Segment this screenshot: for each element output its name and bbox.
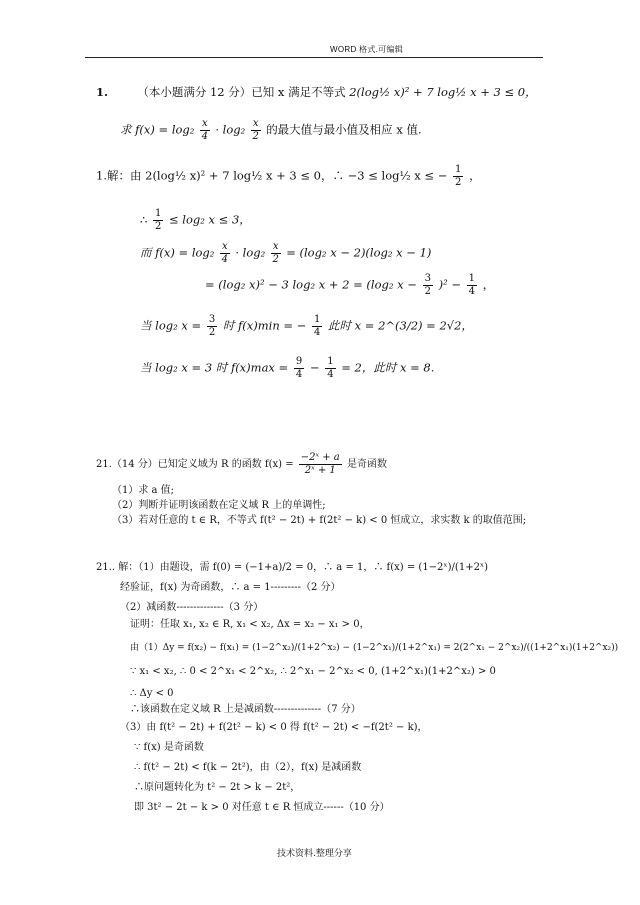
q1-func-mid: · log₂ (215, 122, 246, 137)
q21-part2: （2）判断并证明该函数在定义域 R 上的单调性; (112, 500, 326, 511)
s21-line6: ∵ x₁ < x₂, ∴ 0 < 2^x₁ < 2^x₂, ∴ 2^x₁ − 2^x₂ < 0, (1+2^x₁)(1+2^x₂) > 0 (130, 666, 496, 677)
s21-line8: ∴该函数在定义域 R 上是减函数--------------（7 分） (130, 704, 361, 715)
q21-frac: $\frac{\text{−2ˣ + a}}{\text{2ˣ + 1}}$ (300, 452, 340, 476)
page-header: WORD 格式.可编辑 (330, 45, 404, 54)
header-rule (85, 57, 543, 58)
s1-line6: 当 log₂ x = 3 时 f(x)max = $\frac{9}{4}$ − $\frac{1}{4}$ = 2，此时 x = 8. (140, 356, 435, 380)
s21-line9: （3）由 f(t² − 2t) + f(2t² − k) < 0 得 f(t² − 2t) < −f(2t² − k)， (120, 722, 428, 733)
s21-line13: 即 3t² − 2t − k > 0 对任意 t ∈ R 恒成立------（10 分） (134, 802, 390, 813)
q1-number: 1. (96, 85, 109, 99)
page-footer: 技术资料.整理分享 (277, 849, 352, 859)
q1-frac-x2: $\frac{x}{2}$ (252, 118, 259, 142)
q1-frac-x4: $\frac{x}{4}$ (201, 118, 209, 142)
q21-part3: （3）若对任意的 t ∈ R，不等式 f(t² − 2t) + f(2t² − k) < 0 恒成立，求实数 k 的取值范围; (112, 515, 527, 526)
s1-line2: ∴ $\frac{1}{2}$ ≤ log₂ x ≤ 3， (140, 208, 251, 232)
q21-line1: 21.（14 分）已知定义域为 R 的函数 f(x) = $\frac{\text{−2ˣ + a}}{\text{2ˣ + 1}}$ 是奇函数 (96, 452, 387, 476)
s1-line3: 而 f(x) = log₂ $\frac{x}{4}$ · log₂ $\frac{x}{2}$ = (log₂ x − 2)(log₂ x − 1) (140, 241, 432, 265)
q1-inequality: 2(log½ x)² + 7 log½ x + 3 ≤ 0， (349, 85, 537, 99)
s21-line4: 证明：任取 x₁, x₂ ∈ R, x₁ < x₂, Δx = x₂ − x₁ > 0， (130, 619, 370, 630)
q1-line2 (120, 118, 422, 143)
s21-line5: 由（1）Δy = f(x₂) − f(x₁) = (1−2^x₂)/(1+2^x₂) − (1−2^x₁)/(1+2^x₁) = 2(2^x₁ − 2^x₂)/((1+2^x₁)(1+2^x₂)) (130, 643, 619, 653)
q1-line1 (96, 84, 537, 100)
s21-line7: ∴ Δy < 0 (130, 688, 174, 699)
s1-l2-frac: $\frac{1}{2}$ (154, 208, 162, 232)
q1-func-end: 的最大值与最小值及相应 x 值. (266, 122, 422, 137)
q21-part1: （1）求 a 值; (112, 485, 175, 496)
s21-line11: ∴ f(t² − 2t) < f(k − 2t²)，由（2），f(x) 是减函数 (134, 762, 362, 773)
s21-line12: ∴原问题转化为 t² − 2t > k − 2t²， (134, 782, 301, 793)
s21-line1: 21.. 解：（1）由题设，需 f(0) = (−1+a)/2 = 0，∴ a = 1，∴ f(x) = (1−2ˣ)/(1+2ˣ) (96, 562, 489, 573)
s1-line1: 1.解：由 2(log½ x)² + 7 log½ x + 3 ≤ 0，∴ −3 ≤ log½ x ≤ − $\frac{1}{2}$ ， (96, 164, 481, 188)
q1-func-start: 求 f(x) = log₂ (120, 122, 195, 137)
s1-line5: 当 log₂ x = $\frac{3}{2}$ 时 f(x)min = − $\frac{1}{4}$ 此时 x = 2^(3/2) = 2√2， (140, 314, 473, 338)
s21-line2: 经验证，f(x) 为奇函数，∴ a = 1---------（2 分） (120, 582, 341, 593)
s21-line10: ∵ f(x) 是奇函数 (134, 742, 204, 753)
s1-l1-frac: $\frac{1}{2}$ (455, 164, 462, 188)
q1-intro: （本小题满分 12 分）已知 x 满足不等式 (137, 85, 346, 99)
s21-line3: （2）减函数--------------（3 分） (120, 602, 264, 613)
s1-line4: = (log₂ x)² − 3 log₂ x + 2 = (log₂ x − $\frac{3}{2}$ )² − $\frac{1}{4}$ ， (205, 273, 495, 297)
s1-l1-text: 1.解：由 2(log½ x)² + 7 log½ x + 3 ≤ 0，∴ −3 ≤ log½ x ≤ − (96, 168, 448, 183)
